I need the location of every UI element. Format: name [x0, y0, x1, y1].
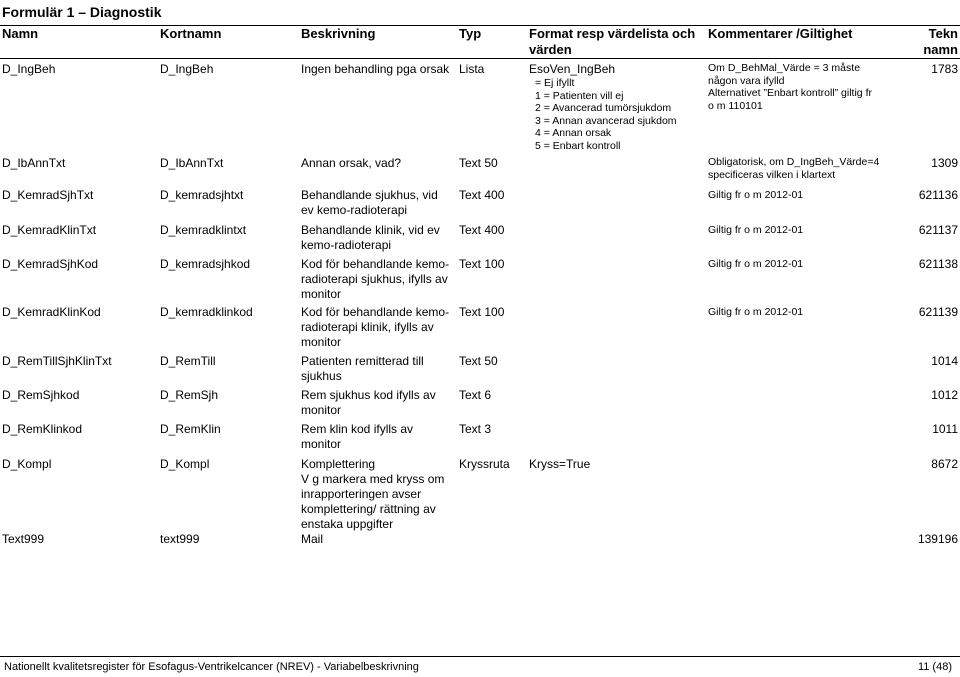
cell-typ: Text 400: [459, 223, 505, 237]
beskrivning-line: monitor: [301, 437, 342, 451]
beskrivning-line: Behandlande sjukhus, vid: [301, 188, 438, 202]
cell-typ: Text 100: [459, 257, 505, 271]
kommentar-line: o m 110101: [708, 99, 763, 112]
format-line: Kryss=True: [529, 457, 591, 471]
format-line: 3 = Annan avancerad sjukdom: [535, 114, 677, 127]
cell-beskrivning: [301, 156, 456, 171]
cell-tekn: 621139: [918, 305, 958, 319]
cell-kortnamn: D_kemradklintxt: [160, 223, 247, 237]
page-title: Formulär 1 – Diagnostik: [0, 0, 960, 26]
cell-beskrivning: [301, 354, 456, 384]
cell-typ: Text 3: [459, 422, 492, 436]
beskrivning-line: Behandlande klinik, vid ev: [301, 223, 440, 237]
beskrivning-line: ev kemo-radioterapi: [301, 203, 408, 217]
cell-namn: D_KemradSjhTxt: [2, 188, 94, 202]
kommentar-line: Giltig fr o m 2012-01: [708, 189, 804, 201]
cell-kortnamn: D_RemKlin: [160, 422, 221, 436]
footer-text: Nationellt kvalitetsregister för Esofagus-Ventrikelcancer (NREV) - Variabelbeskrivning: [4, 661, 419, 673]
cell-kortnamn: D_Kompl: [160, 457, 210, 471]
beskrivning-line: inrapporteringen avser: [301, 487, 422, 501]
cell-tekn: 1014: [931, 354, 958, 368]
format-line: 4 = Annan orsak: [535, 127, 612, 139]
cell-tekn: 1783: [931, 62, 958, 76]
cell-tekn: 8672: [931, 457, 958, 471]
kommentar-line: Giltig fr o m 2012-01: [708, 224, 804, 236]
cell-tekn: 1011: [932, 422, 958, 436]
beskrivning-line: Ingen behandling pga orsak: [301, 62, 450, 76]
beskrivning-line: monitor: [301, 335, 342, 349]
header-tekn: [923, 26, 958, 58]
cell-typ: Text 100: [459, 305, 505, 319]
beskrivning-line: Rem klin kod ifylls av: [301, 422, 414, 436]
cell-namn: Text999: [2, 532, 45, 546]
cell-beskrivning: [301, 422, 456, 452]
format-line: EsoVen_IngBeh: [529, 62, 616, 76]
cell-tekn: 139196: [917, 532, 958, 546]
header-beskrivning: Beskrivning: [301, 26, 376, 41]
kommentar-line: Alternativet ”Enbart kontroll” giltig fr: [708, 87, 872, 99]
cell-typ: Text 50: [459, 354, 498, 368]
footer-divider: [0, 656, 960, 657]
format-line: 1 = Patienten vill ej: [535, 89, 624, 102]
cell-namn: D_RemSjhkod: [2, 388, 80, 402]
cell-kortnamn: D_kemradklinkod: [160, 305, 253, 319]
beskrivning-line: Rem sjukhus kod ifylls av: [301, 388, 436, 402]
cell-typ: Kryssruta: [459, 457, 510, 471]
cell-kortnamn: D_IngBeh: [160, 62, 214, 76]
cell-typ: Text 6: [459, 388, 492, 402]
cell-tekn: 1309: [931, 156, 958, 170]
beskrivning-line: Annan orsak, vad?: [301, 156, 402, 170]
cell-kommentar: [708, 156, 913, 181]
cell-namn: D_IbAnnTxt: [2, 156, 66, 170]
cell-typ: Lista: [459, 62, 485, 76]
cell-kortnamn: D_RemSjh: [160, 388, 219, 402]
cell-format: [529, 62, 704, 152]
cell-typ: Text 400: [459, 188, 505, 202]
cell-kommentar: [708, 305, 913, 319]
cell-namn: D_Kompl: [2, 457, 52, 471]
cell-format: [529, 457, 704, 472]
cell-kortnamn: D_IbAnnTxt: [160, 156, 224, 170]
cell-beskrivning: [301, 62, 456, 77]
cell-namn: D_RemTillSjhKlinTxt: [2, 354, 112, 368]
cell-beskrivning: [301, 257, 456, 302]
cell-kommentar: [708, 188, 913, 202]
beskrivning-line: Patienten remitterad till: [301, 354, 424, 368]
cell-kortnamn: D_RemTill: [160, 354, 216, 368]
kommentar-line: Om D_BehMal_Värde = 3 måste: [708, 62, 861, 74]
cell-namn: D_KemradSjhKod: [2, 257, 99, 271]
cell-kortnamn: D_kemradsjhkod: [160, 257, 251, 271]
header-format: [529, 26, 695, 58]
header-format-line2: värden: [529, 42, 572, 57]
cell-tekn: 621138: [918, 257, 958, 271]
cell-namn: D_IngBeh: [2, 62, 56, 76]
cell-tekn: 621136: [918, 188, 958, 202]
beskrivning-line: radioterapi sjukhus, ifylls av: [301, 272, 448, 286]
cell-beskrivning: [301, 532, 456, 547]
cell-typ: Text 50: [459, 156, 498, 170]
header-kommentarer: Kommentarer /Giltighet: [708, 26, 853, 41]
beskrivning-line: monitor: [301, 287, 342, 301]
cell-kommentar: [708, 62, 913, 112]
header-tekn-line2: namn: [923, 42, 958, 57]
kommentar-line: Obligatorisk, om D_IngBeh_Värde=4: [708, 156, 880, 168]
header-namn: Namn: [2, 26, 39, 41]
cell-namn: D_KemradKlinTxt: [2, 223, 97, 237]
format-line: = Ej ifyllt: [535, 77, 575, 89]
cell-namn: D_RemKlinkod: [2, 422, 83, 436]
cell-beskrivning: [301, 457, 456, 532]
beskrivning-line: kemo-radioterapi: [301, 238, 392, 252]
beskrivning-line: radioterapi klinik, ifylls av: [301, 320, 434, 334]
beskrivning-line: enstaka uppgifter: [301, 517, 394, 531]
beskrivning-line: Kod för behandlande kemo-: [301, 305, 450, 319]
header-divider: [0, 58, 960, 59]
beskrivning-line: komplettering/ rättning av: [301, 502, 436, 516]
format-line: 2 = Avancerad tumörsjukdom: [535, 102, 672, 114]
cell-kommentar: [708, 223, 913, 237]
cell-beskrivning: [301, 305, 456, 350]
cell-tekn: 1012: [931, 388, 958, 402]
beskrivning-line: sjukhus: [301, 369, 342, 383]
kommentar-line: Giltig fr o m 2012-01: [708, 258, 804, 270]
kommentar-line: specificeras vilken i klartext: [708, 168, 836, 181]
beskrivning-line: monitor: [301, 403, 342, 417]
beskrivning-line: Komplettering: [301, 457, 376, 471]
header-format-line1: Format resp värdelista och: [529, 26, 696, 41]
cell-beskrivning: [301, 188, 456, 218]
beskrivning-line: V g markera med kryss om: [301, 472, 445, 486]
cell-beskrivning: [301, 388, 456, 418]
cell-kommentar: [708, 257, 913, 271]
kommentar-line: Giltig fr o m 2012-01: [708, 306, 804, 318]
cell-tekn: 621137: [918, 223, 958, 237]
cell-kortnamn: D_kemradsjhtxt: [160, 188, 244, 202]
beskrivning-line: Mail: [301, 532, 324, 546]
page-number: 11 (48): [917, 661, 952, 673]
header-typ: Typ: [459, 26, 482, 41]
cell-namn: D_KemradKlinKod: [2, 305, 101, 319]
kommentar-line: någon vara ifylld: [708, 74, 785, 87]
header-kortnamn: Kortnamn: [160, 26, 222, 41]
header-tekn-line1: Tekn: [928, 26, 958, 41]
cell-beskrivning: [301, 223, 456, 253]
format-line: 5 = Enbart kontroll: [535, 139, 621, 152]
beskrivning-line: Kod för behandlande kemo-: [301, 257, 450, 271]
cell-kortnamn: text999: [160, 532, 200, 546]
